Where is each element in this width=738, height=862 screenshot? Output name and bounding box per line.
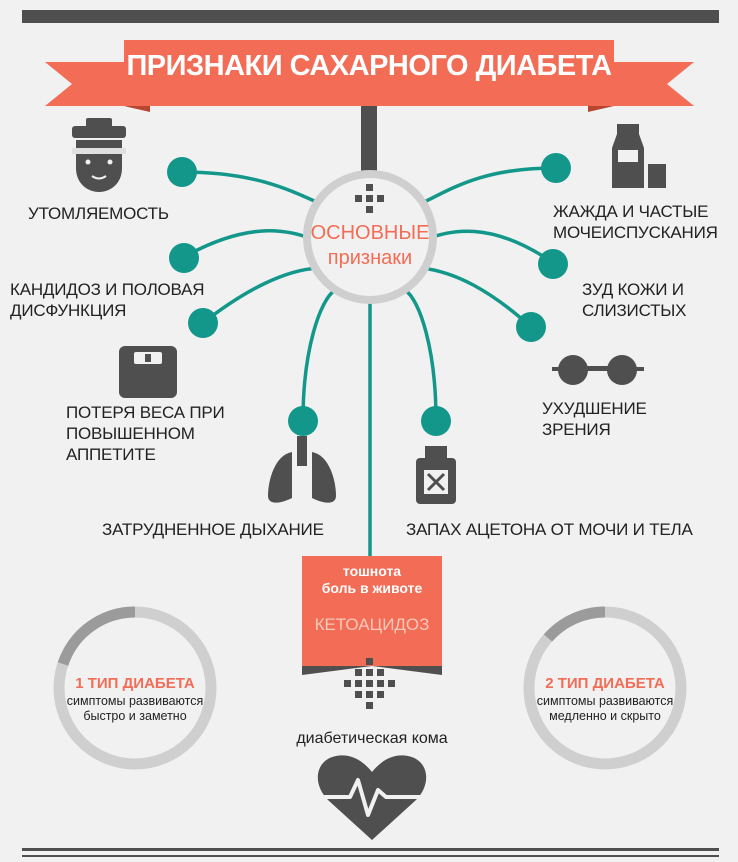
symptom-fatigue: УТОМЛЯЕМОСТЬ — [28, 204, 169, 223]
milk-bottle-icon — [612, 124, 666, 188]
symptom-thirst-line1: ЖАЖДА И ЧАСТЫЕ — [553, 202, 709, 221]
symptom-candida-line1: КАНДИДОЗ И ПОЛОВАЯ — [10, 280, 205, 299]
symptom-weight-line3: АППЕТИТЕ — [66, 445, 156, 464]
symptom-acetone: ЗАПАХ АЦЕТОНА ОТ МОЧИ И ТЕЛА — [406, 520, 693, 539]
bottom-line — [22, 855, 719, 857]
center-subtitle: признаки — [327, 247, 413, 269]
type1-title: 1 ТИП ДИАБЕТА — [75, 675, 195, 692]
type2-title: 2 ТИП ДИАБЕТА — [545, 675, 665, 692]
top-bar — [22, 10, 719, 23]
type1-desc-line1: симптомы развиваются — [66, 694, 204, 708]
ketoacidosis-line1: тошнота — [342, 563, 402, 579]
symptom-vision-line1: УХУДШЕНИЕ — [542, 399, 647, 418]
symptom-vision-line2: ЗРЕНИЯ — [542, 420, 611, 439]
symptom-candida-line2: ДИСФУНКЦИЯ — [10, 301, 127, 320]
bottom-line — [22, 848, 719, 851]
stem-bar — [361, 106, 377, 178]
ketoacidosis-line2: боль в животе — [321, 580, 423, 596]
symptom-weight-line2: ПОВЫШЕННОМ — [66, 424, 195, 443]
symptom-itch-line2: СЛИЗИСТЫХ — [582, 301, 687, 320]
symptom-breathing: ЗАТРУДНЕННОЕ ДЫХАНИЕ — [102, 520, 324, 539]
bathroom-scale-icon — [119, 346, 177, 398]
ketoacidosis-title: КЕТОАЦИДОЗ — [314, 615, 430, 634]
symptom-thirst-line2: МОЧЕИСПУСКАНИЯ — [553, 223, 718, 242]
type2-desc-line2: медленно и скрыто — [549, 709, 661, 723]
poison-bottle-icon — [416, 446, 456, 504]
page-title: ПРИЗНАКИ САХАРНОГО ДИАБЕТА — [126, 50, 612, 82]
symptom-itch-line1: ЗУД КОЖИ И — [582, 280, 684, 299]
symptom-weight-line1: ПОТЕРЯ ВЕСА ПРИ — [66, 403, 225, 422]
coma-label: диабетическая кома — [296, 730, 448, 747]
heart-pulse-icon — [318, 755, 426, 840]
type2-desc-line1: симптомы развиваются — [536, 694, 674, 708]
center-title: ОСНОВНЫЕ — [310, 222, 430, 244]
type1-desc-line2: быстро и заметно — [83, 709, 187, 723]
glasses-icon — [552, 355, 644, 385]
worker-face-icon — [72, 118, 126, 192]
lungs-icon — [268, 436, 336, 503]
